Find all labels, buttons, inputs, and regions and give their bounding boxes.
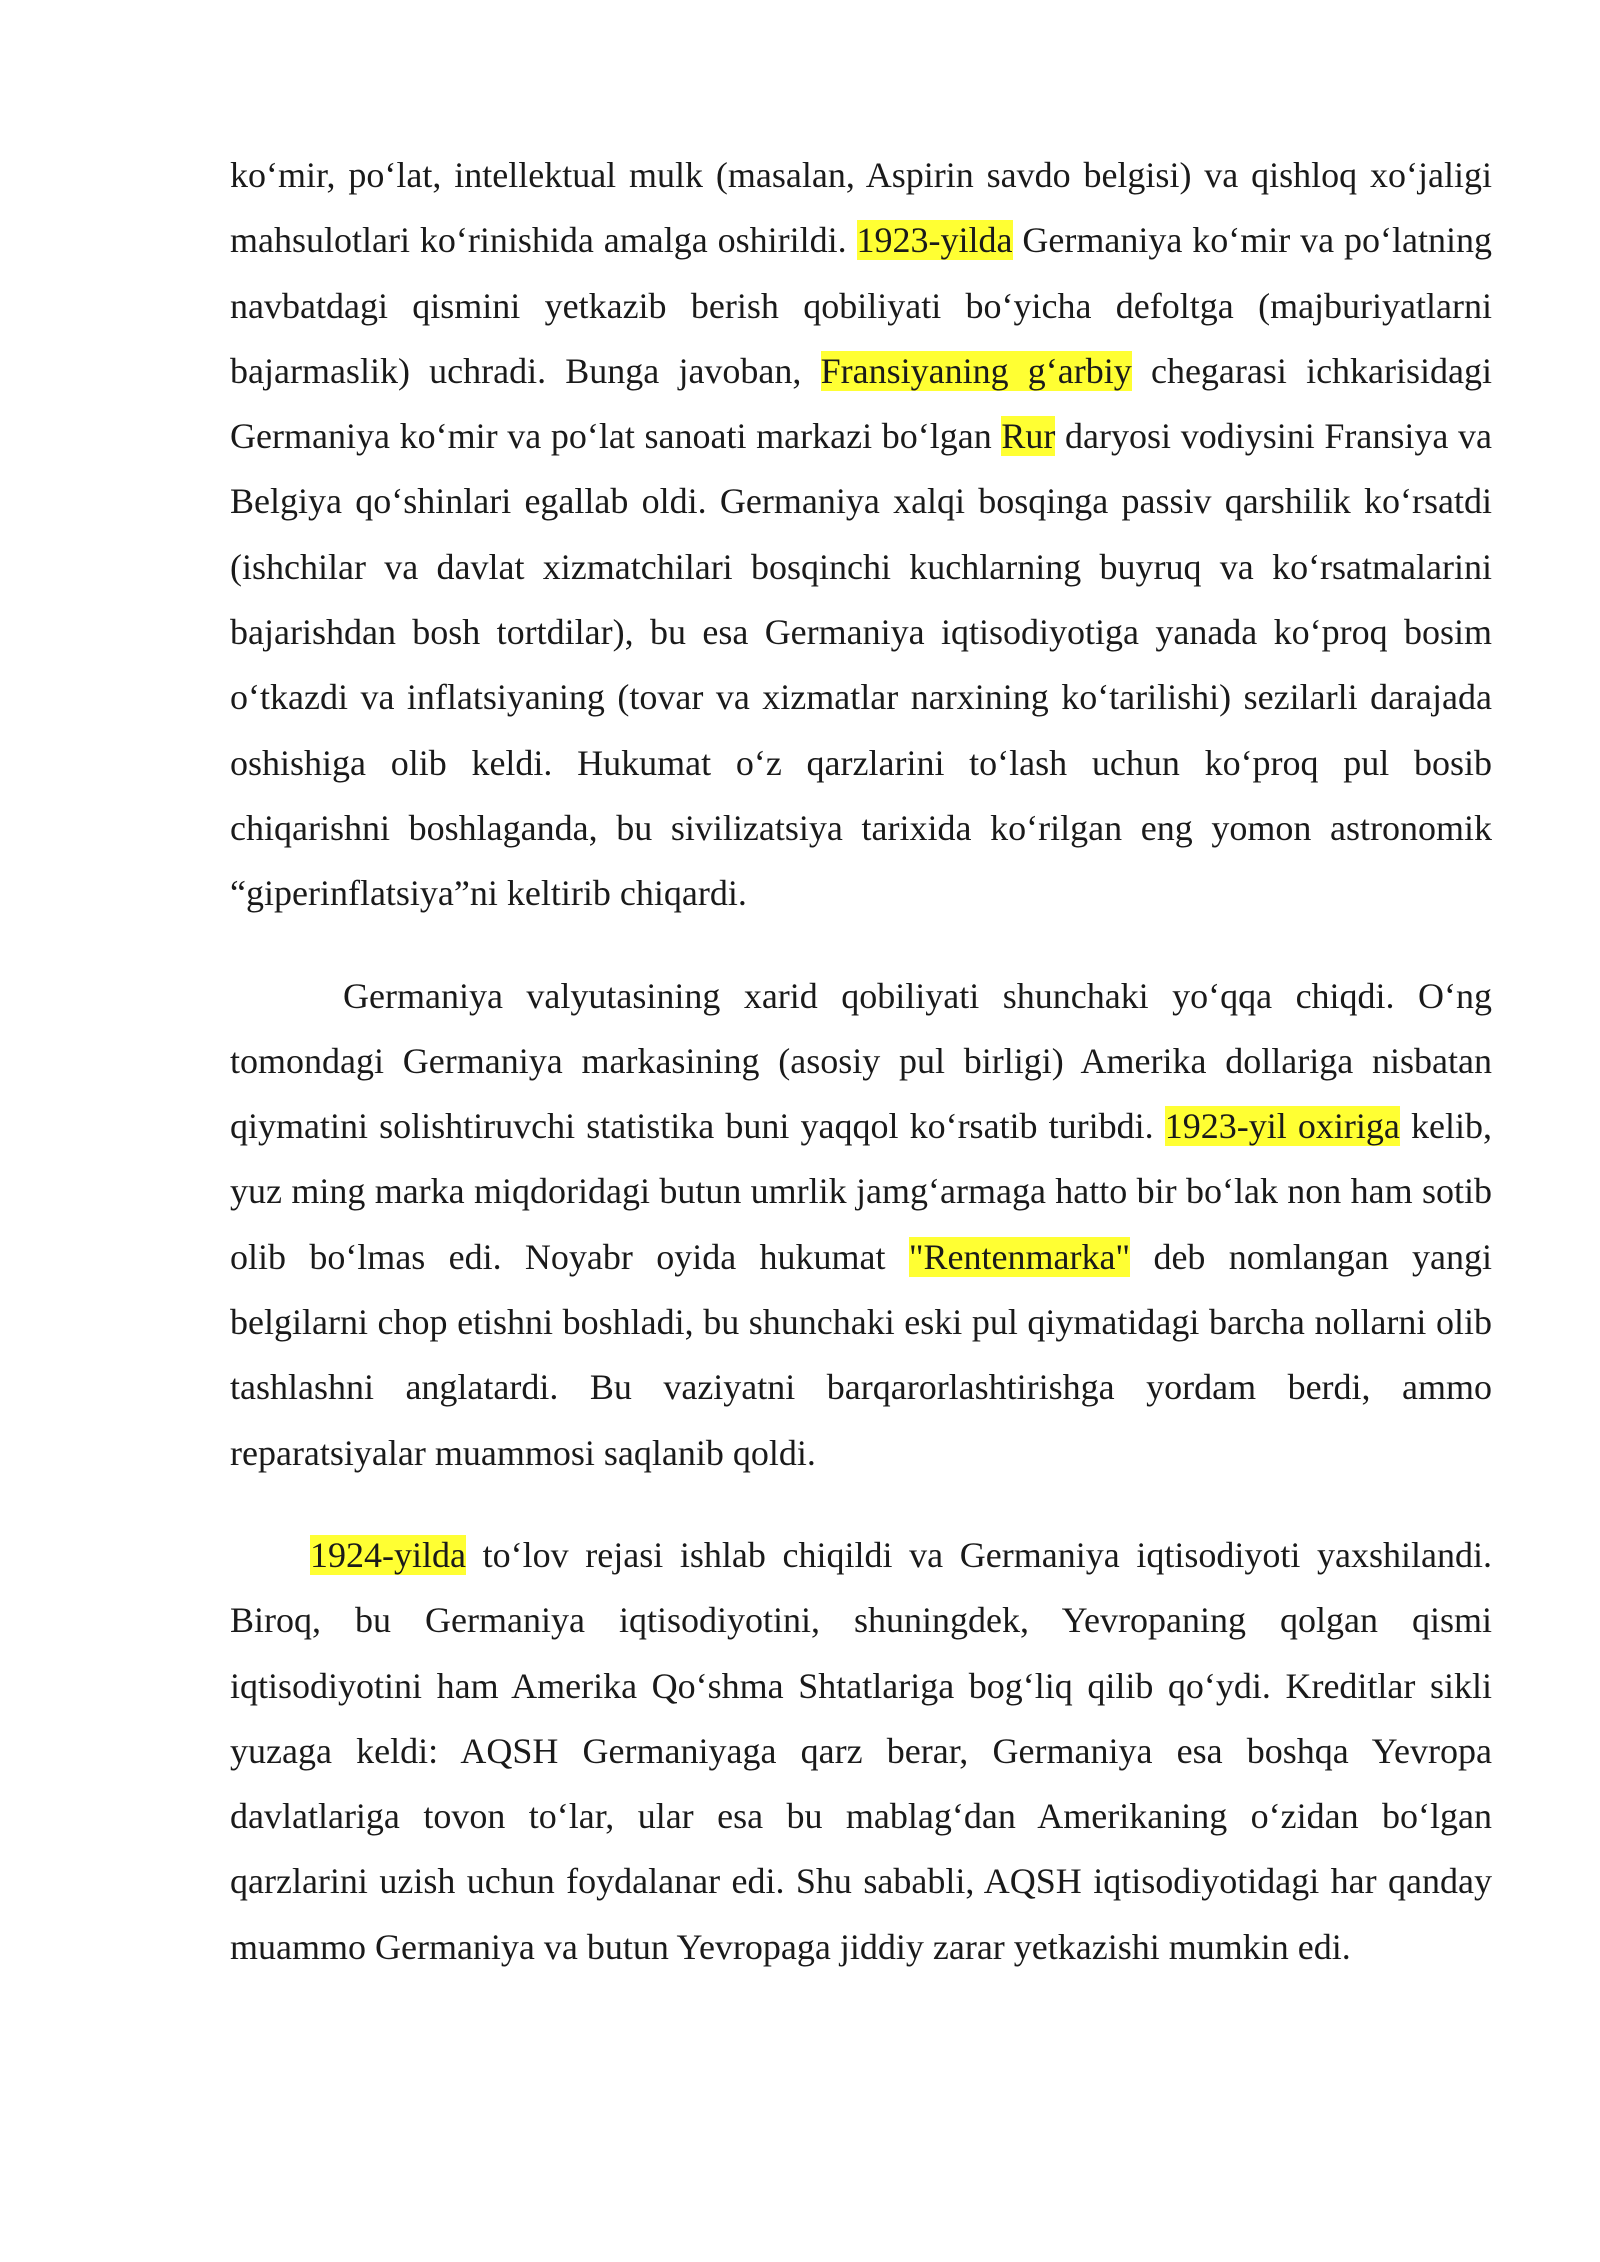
text-run: ko‘mir, po‘lat, intellektual mulk (masalan, Aspirin savdo belgisi) va qishloq xo‘jaligi mahsulotlari ko‘rinishida amalga oshirildi. [230, 155, 1492, 261]
highlighted-text: 1923-yil oxiriga [1164, 1106, 1400, 1147]
text-run: daryosi vodiysini Fransiya va Belgiya qo‘shinlari egallab oldi. Germaniya xalqi bosqinga passiv qarshilik ko‘rsatdi (ishchilar va davlat xizmatchilari bosqinchi kuchlarning buyruq va ko‘rsatmalarini bajarishdan bosh tortdilar), bu esa Germaniya iqtisodiyotiga yanada ko‘proq bosim o‘tkazdi va inflatsiyaning (tovar va xizmatlar narxining ko‘tarilishi) sezilarli darajada oshishiga olib keldi. Hukumat o‘z qarzlarini to‘lash uchun ko‘proq pul bosib chiqarishni boshlaganda, bu sivilizatsiya tarixida ko‘rilgan eng yomon astronomik “giperinflatsiya”ni keltirib chiqardi. [230, 416, 1493, 914]
document-body [230, 143, 1492, 1980]
text-run: to‘lov rejasi ishlab chiqildi va Germaniya iqtisodiyoti yaxshilandi. Biroq, bu Germaniya iqtisodiyotini, shuningdek, Yevropaning qolgan qismi iqtisodiyotini ham Amerika Qo‘shma Shtatlariga bog‘liq qilib qo‘ydi. Kreditlar sikli yuzaga keldi: AQSH Germaniyaga qarz berar, Germaniya esa boshqa Yevropa davlatlariga tovon to‘lar, ular esa bu mablag‘dan Amerikaning o‘zidan bo‘lgan qarzlarini uzish uchun foydalanar edi. Shu sababli, AQSH iqtisodiyotidagi har qanday muammo Germaniya va butun Yevropaga jiddiy zarar yetkazishi mumkin edi. [230, 1534, 1492, 1967]
text-run: Germaniya ko‘mir va po‘latning navbatdagi qismini yetkazib berish qobiliyati bo‘yicha defoltga (majburiyatlarni bajarmaslik) uchradi. Bunga javoban, [230, 220, 1492, 391]
highlighted-text: 1923-yilda [856, 220, 1013, 261]
text-run: Germaniya valyutasining xarid qobiliyati shunchaki yo‘qqa chiqdi. O‘ng tomondagi Germaniya markasining (asosiy pul birligi) Amerika dollariga nisbatan qiymatini solishtiruvchi statistika buni yaqqol ko‘rsatib turibdi. [230, 975, 1492, 1147]
highlighted-text: Fransiyaning g‘arbiy [820, 350, 1132, 391]
paragraph-2 [230, 964, 1492, 1486]
highlighted-text: "Rentenmarka" [908, 1236, 1131, 1277]
text-run: kelib, yuz ming marka miqdoridagi butun umrlik jamg‘armaga hatto bir bo‘lak non ham sotib olib bo‘lmas edi. Noyabr oyida hukumat [230, 1106, 1492, 1277]
text-run: chegarasi ichkarisidagi Germaniya ko‘mir va po‘lat sanoati markazi bo‘lgan [230, 350, 1493, 457]
highlighted-text: 1924-yilda [310, 1534, 466, 1575]
highlighted-text: Rur [1001, 416, 1056, 457]
paragraph-3 [230, 1523, 1492, 1980]
paragraph-1 [230, 143, 1492, 927]
text-run: deb nomlangan yangi belgilarni chop etishni boshladi, bu shunchaki eski pul qiymatidagi barcha nollarni olib tashlashni anglatardi. Bu vaziyatni barqarorlashtirishga yordam berdi, ammo reparatsiyalar muammosi saqlanib qoldi. [230, 1236, 1492, 1473]
